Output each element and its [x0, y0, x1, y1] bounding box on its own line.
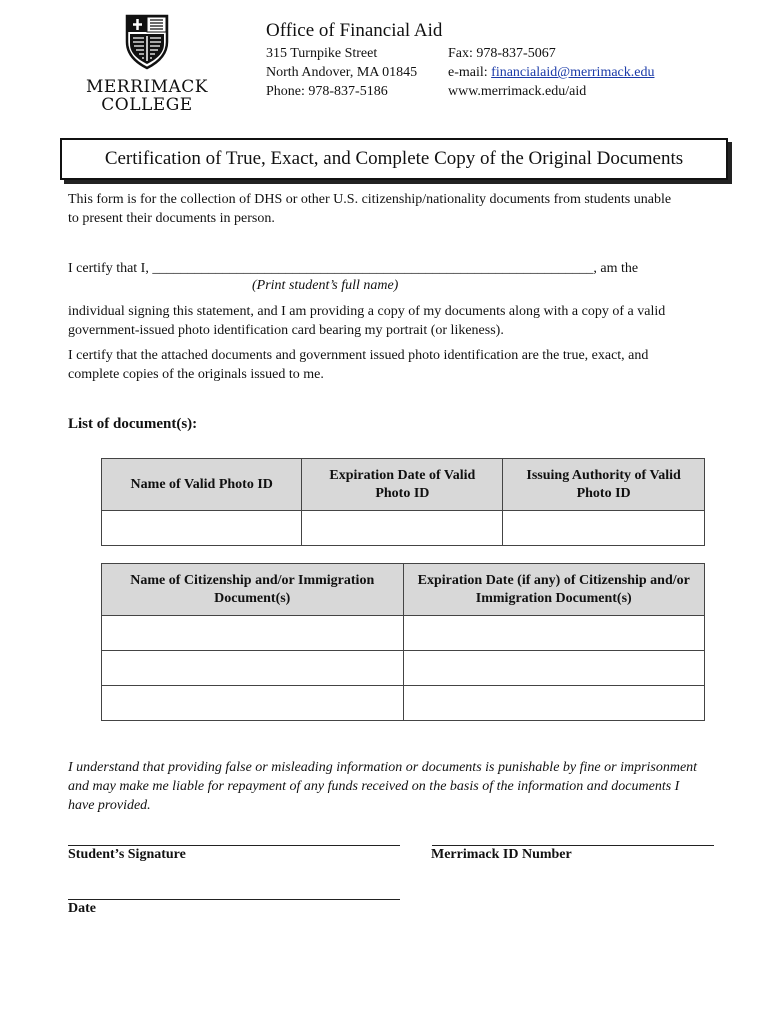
student-name-blank[interactable]: _______________________________________________________________: [152, 261, 594, 276]
statement-text: [68, 302, 728, 340]
office-address: [266, 44, 417, 101]
photo-id-header-authority: Issuing Authority of Valid Photo ID: [503, 459, 705, 511]
attached-line-1: I certify that the attached documents and government issued photo identification are the true, exact, and: [68, 348, 649, 363]
warning-line-2: and may make me liable for repayment of any funds received on the basis of the information and documents I: [68, 779, 680, 794]
merrimack-id-label: Merrimack ID Number: [431, 847, 572, 862]
citizenship-table: [101, 563, 705, 721]
table-row: [102, 651, 705, 686]
photo-id-header-name: Name of Valid Photo ID: [102, 459, 302, 511]
citizenship-expiration-cell[interactable]: [403, 686, 705, 721]
attached-line-2: complete copies of the originals issued to me.: [68, 367, 324, 382]
date-line[interactable]: [68, 899, 400, 900]
email-label: e-mail:: [448, 65, 492, 80]
warning-line-1: I understand that providing false or misleading information or documents is punishable by fine or imprisonment: [68, 760, 698, 775]
statement-line-1: individual signing this statement, and I am providing a copy of my documents along with a copy of a valid: [68, 304, 666, 319]
college-logo: [82, 14, 212, 120]
certify-suffix: , am the: [593, 261, 639, 276]
email-line: [448, 63, 654, 82]
citizenship-header-name: Name of Citizenship and/or Immigration Document(s): [102, 564, 404, 616]
office-contact: [448, 44, 654, 101]
street-address: 315 Turnpike Street: [266, 46, 378, 61]
date-label: Date: [68, 901, 96, 916]
form-title: Certification of True, Exact, and Complete Copy of the Original Documents: [104, 148, 684, 169]
attached-text: [68, 346, 728, 384]
table-row: [102, 616, 705, 651]
website-link[interactable]: www.merrimack.edu/aid: [448, 84, 587, 99]
college-name-line2: COLLEGE: [101, 95, 193, 115]
table-row: [102, 511, 705, 546]
table-row: [102, 686, 705, 721]
photo-id-expiration-cell[interactable]: [302, 511, 503, 546]
photo-id-authority-cell[interactable]: [503, 511, 705, 546]
merrimack-id-line[interactable]: [432, 845, 714, 846]
photo-id-name-cell[interactable]: [102, 511, 302, 546]
photo-id-table: [101, 458, 705, 546]
name-hint: (Print student’s full name): [252, 278, 399, 293]
form-title-box: [60, 138, 728, 180]
warning-line-3: have provided.: [68, 798, 151, 813]
citizenship-name-cell[interactable]: [102, 616, 404, 651]
photo-id-header-expiration: Expiration Date of Valid Photo ID: [302, 459, 503, 511]
office-title: Office of Financial Aid: [266, 20, 443, 41]
citizenship-header-expiration: Expiration Date (if any) of Citizenship and/or Immigration Document(s): [403, 564, 705, 616]
signature-label: Student’s Signature: [68, 847, 186, 862]
signature-line[interactable]: [68, 845, 400, 846]
citizenship-expiration-cell[interactable]: [403, 651, 705, 686]
intro-line-2: to present their documents in person.: [68, 211, 275, 226]
fax-number: Fax: 978-837-5067: [448, 46, 556, 61]
certify-line: [68, 259, 728, 278]
citizenship-name-cell[interactable]: [102, 651, 404, 686]
intro-line-1: This form is for the collection of DHS or other U.S. citizenship/nationality documents from students unable: [68, 192, 672, 207]
phone-number: Phone: 978-837-5186: [266, 84, 388, 99]
list-heading: List of document(s):: [68, 416, 198, 432]
statement-line-2: government-issued photo identification card bearing my portrait (or likeness).: [68, 323, 504, 338]
shield-icon: [125, 14, 169, 70]
college-name-line1: MERRIMACK: [85, 77, 209, 97]
citizenship-expiration-cell[interactable]: [403, 616, 705, 651]
warning-text: [68, 758, 758, 815]
email-link[interactable]: financialaid@merrimack.edu: [491, 65, 655, 80]
city-address: North Andover, MA 01845: [266, 65, 418, 80]
certify-prefix: I certify that I,: [68, 261, 153, 276]
citizenship-name-cell[interactable]: [102, 686, 404, 721]
intro-text: [68, 190, 728, 228]
